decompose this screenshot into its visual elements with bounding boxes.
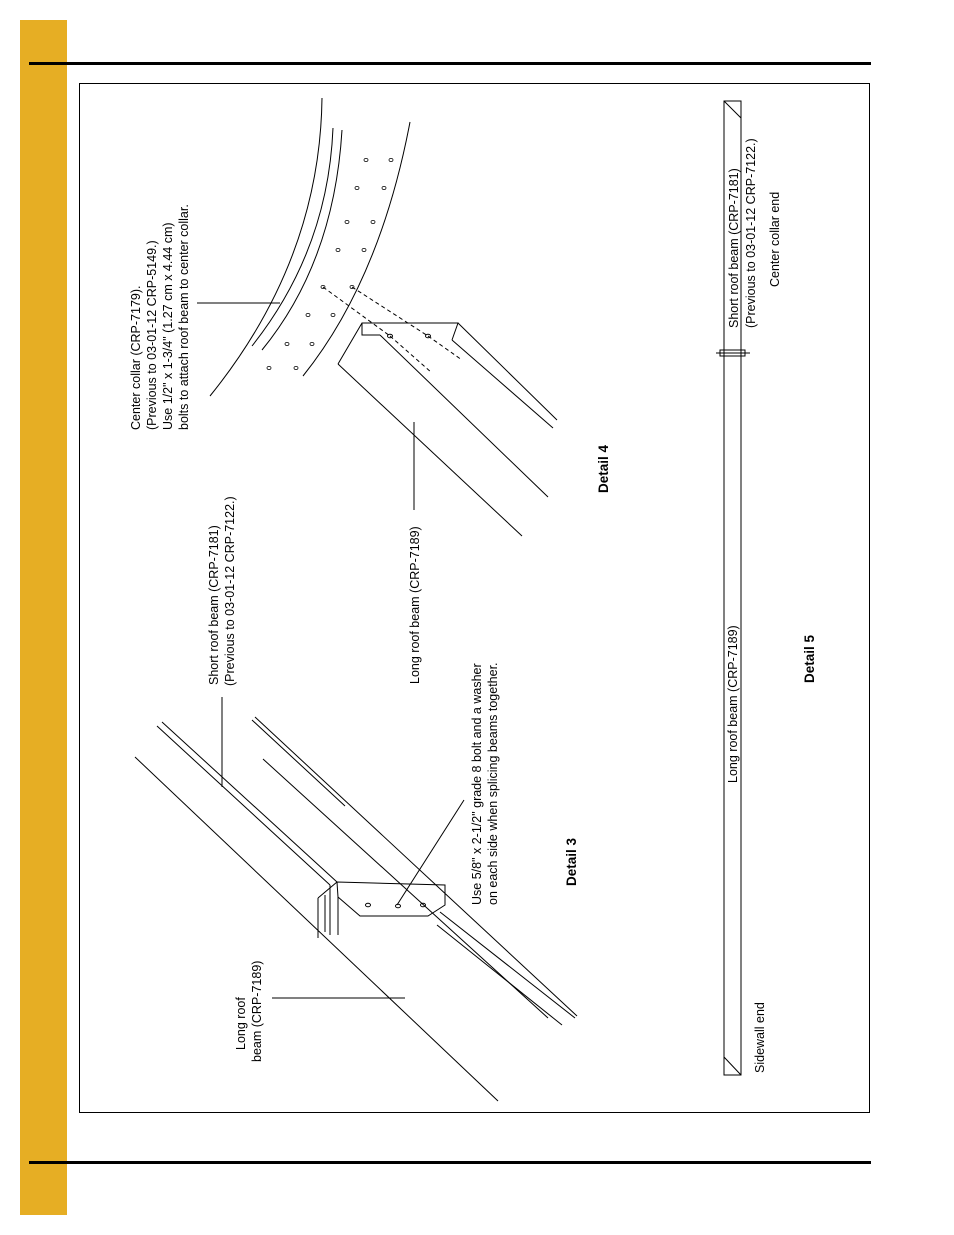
detail4-bolt-guides [323,287,462,373]
detail4-long-beam [338,323,557,536]
detail4-leader-lines [197,303,414,510]
detail5-center-collar-label: Center collar end [768,191,782,287]
detail5-short-beam-label-1: Short roof beam (CRP-7181) [727,168,741,328]
detail3-long-beam-label-2: beam (CRP-7189) [250,960,264,1062]
detail4-collar-label-4: bolts to attach roof beam to center collar. [177,204,191,430]
detail4-collar-label-2: (Previous to 03-01-12 CRP-5149.) [145,240,159,430]
detail5-sidewall-label: Sidewall end [753,1002,767,1073]
detail3-bolt-label-1: Use 5/8" x 2-1/2" grade 8 bolt and a washer [470,663,484,905]
detail5-long-beam-label: Long roof beam (CRP-7189) [726,625,740,783]
detail4-title: Detail 4 [596,444,611,493]
detail4-long-beam-label: Long roof beam (CRP-7189) [408,526,422,684]
detail3-short-beam [252,717,577,1025]
detail3-leader-lines [222,697,464,998]
detail4-collar-label-1: Center collar (CRP-7179). [129,285,143,430]
detail4-collar-label-3: Use 1/2" x 1-3/4" (1.27 cm x 4.44 cm) [161,222,175,430]
detail3-bolt-label-2: on each side when splicing beams together. [486,662,500,905]
detail3-long-beam-label-1: Long roof [234,997,248,1050]
detail3-short-beam-label-1: Short roof beam (CRP-7181) [207,525,221,685]
detail5-short-beam-label-2: (Previous to 03-01-12 CRP-7122.) [744,138,758,328]
detail3-splice-plate [318,882,445,938]
detail3-short-beam-label-2: (Previous to 03-01-12 CRP-7122.) [223,496,237,686]
detail4-center-collar [210,98,410,396]
detail3-title: Detail 3 [564,837,579,886]
detail3-long-beam [135,722,498,1101]
detail5-title: Detail 5 [802,634,817,683]
